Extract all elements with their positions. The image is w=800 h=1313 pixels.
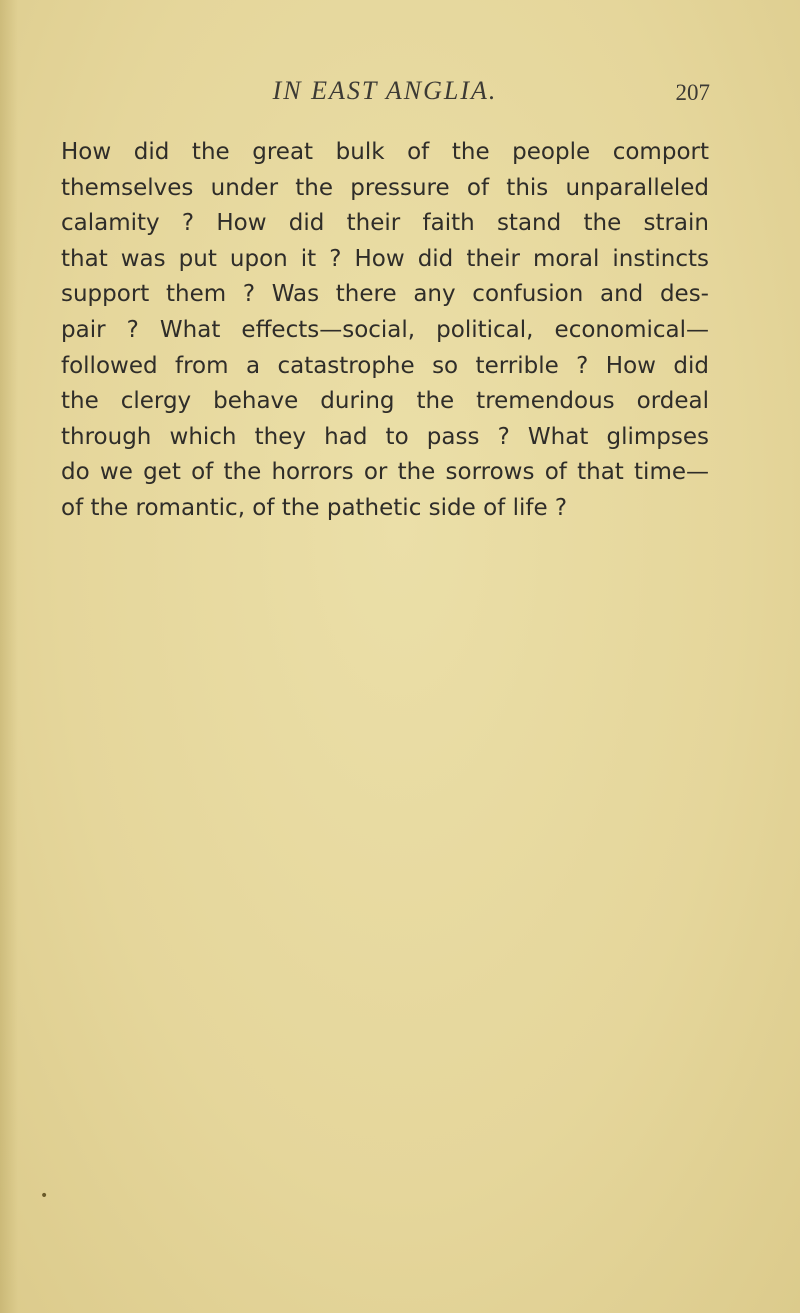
page-number: 207 bbox=[675, 80, 710, 105]
text-line: calamity ? How did their faith stand the strain bbox=[61, 210, 709, 237]
text-line: of the romantic, of the pathetic side of life ? bbox=[61, 494, 568, 521]
text-line: support them ? Was there any confusion and des- bbox=[61, 281, 709, 308]
text-line: the clergy behave during the tremendous ordeal bbox=[61, 388, 709, 415]
text-line: How did the great bulk of the people comport bbox=[61, 139, 709, 165]
text-line: that was put upon it ? How did their moral instincts bbox=[61, 245, 709, 272]
text-line: through which they had to pass ? What glimpses bbox=[61, 423, 709, 450]
running-header bbox=[60, 76, 710, 112]
running-title: IN EAST ANGLIA. bbox=[272, 76, 498, 105]
text-line: followed from a catastrophe so terrible ? How did bbox=[61, 352, 709, 379]
spine-shadow bbox=[0, 0, 18, 1313]
text-line: themselves under the pressure of this unparalleled bbox=[61, 174, 709, 201]
text-line: do we get of the horrors or the sorrows of that time— bbox=[61, 459, 709, 486]
body-paragraph bbox=[61, 135, 709, 527]
text-line: pair ? What effects—social, political, economical— bbox=[61, 316, 709, 343]
paper-speck: • bbox=[40, 1188, 49, 1204]
